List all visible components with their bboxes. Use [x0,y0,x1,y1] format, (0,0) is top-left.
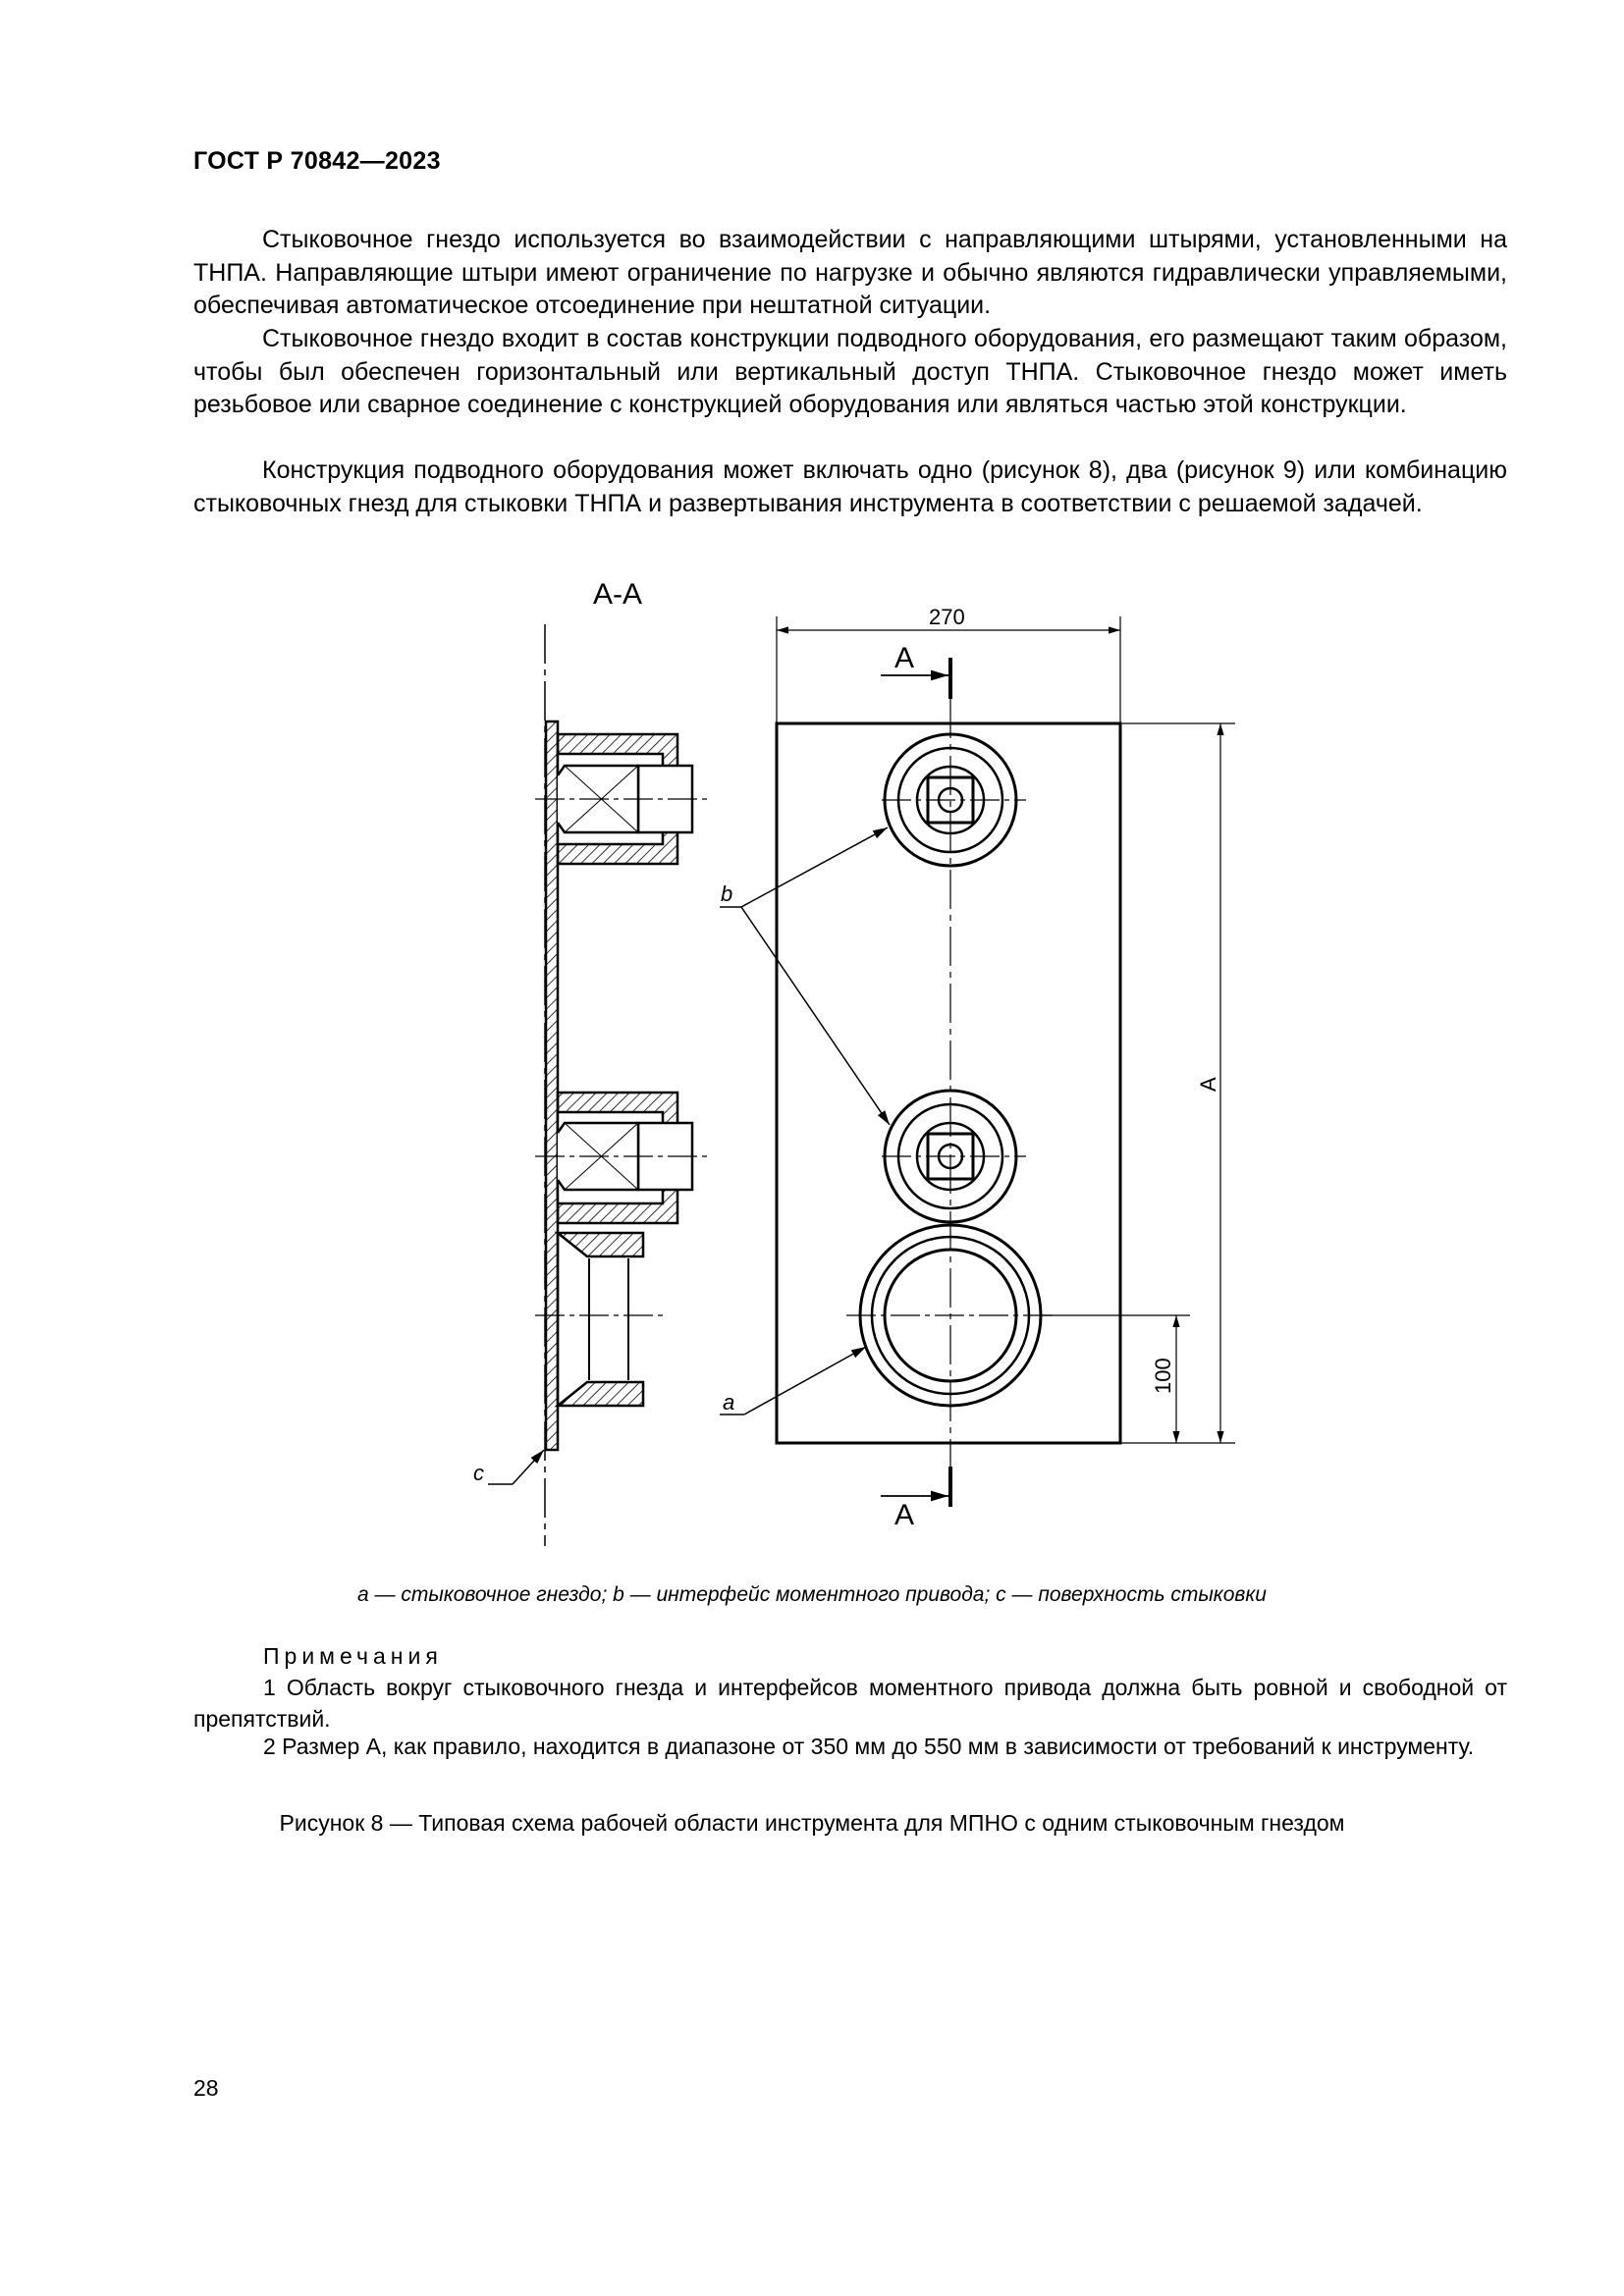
standard-code: ГОСТ Р 70842—2023 [193,147,441,175]
docking-receptacle-front [846,1225,1056,1406]
arrow-c [513,1450,544,1484]
cut-label-top: А [894,642,915,674]
figure-legend: a — стыковочное гнездо; b — интерфейс моментного привода; c — поверхность стыковки [357,1583,1267,1606]
arrow-b-upper [741,828,888,907]
note-2: 2 Размер А, как правило, находится в диапазоне от 350 мм до 550 мм в зависимости от требований к инструменту. [263,1734,1475,1759]
arrow-b-lower [741,907,890,1125]
label-a: a [723,1390,735,1415]
paragraph-1: Стыковочное гнездо используется во взаимодействии с направляющими штырями, установленными на ТНПА. Направляющие штыри имеют ограничение по нагрузке и обычно являются гидравлически управляемыми, обеспечивая автоматическое отсоединение при нештатной ситуации. [193,226,1507,319]
cut-label-bottom: А [894,1499,915,1531]
figure-caption: Рисунок 8 — Типовая схема рабочей области инструмента для МПНО с одним стыковочным гнездом [279,1810,1345,1836]
notes-title: Примечания [263,1643,443,1669]
figure-8-drawing [0,560,1624,1571]
dim-100-value: 100 [1151,1358,1175,1394]
note-1: 1 Область вокруг стыковочного гнезда и интерфейсов моментного привода должна быть ровной и свободной от препятствий. [193,1675,1507,1732]
torque-interface-front-lower [882,1091,1026,1222]
section-title: А-А [593,578,643,611]
torque-interface-front-upper [882,734,1026,866]
front-plate [777,723,1120,1443]
section-plate [546,721,558,1450]
label-c: c [473,1461,484,1485]
torque-interface-section-upper [535,734,707,864]
paragraph-2: Стыковочное гнездо входит в состав конструкции подводного оборудования, его размещают таким образом, чтобы был обеспечен горизонтальный или вертикальный доступ ТНПА. Стыковочное гнездо может иметь резьбовое или сварное соединение с конструкцией оборудования или являться частью этой конструкции. [193,325,1507,418]
label-b: b [721,881,733,906]
page-number: 28 [193,2075,219,2101]
paragraph-3: Конструкция подводного оборудования может включать одно (рисунок 8), два (рисунок 9) или комбинацию стыковочных гнезд для стыковки ТНПА и развертывания инструмента в соответствии с решаемой задачей. [193,456,1507,517]
torque-interface-section-lower [535,1093,707,1223]
arrow-a [744,1347,866,1415]
dim-width-value: 270 [929,605,965,629]
dim-a-value: А [1196,1077,1220,1092]
